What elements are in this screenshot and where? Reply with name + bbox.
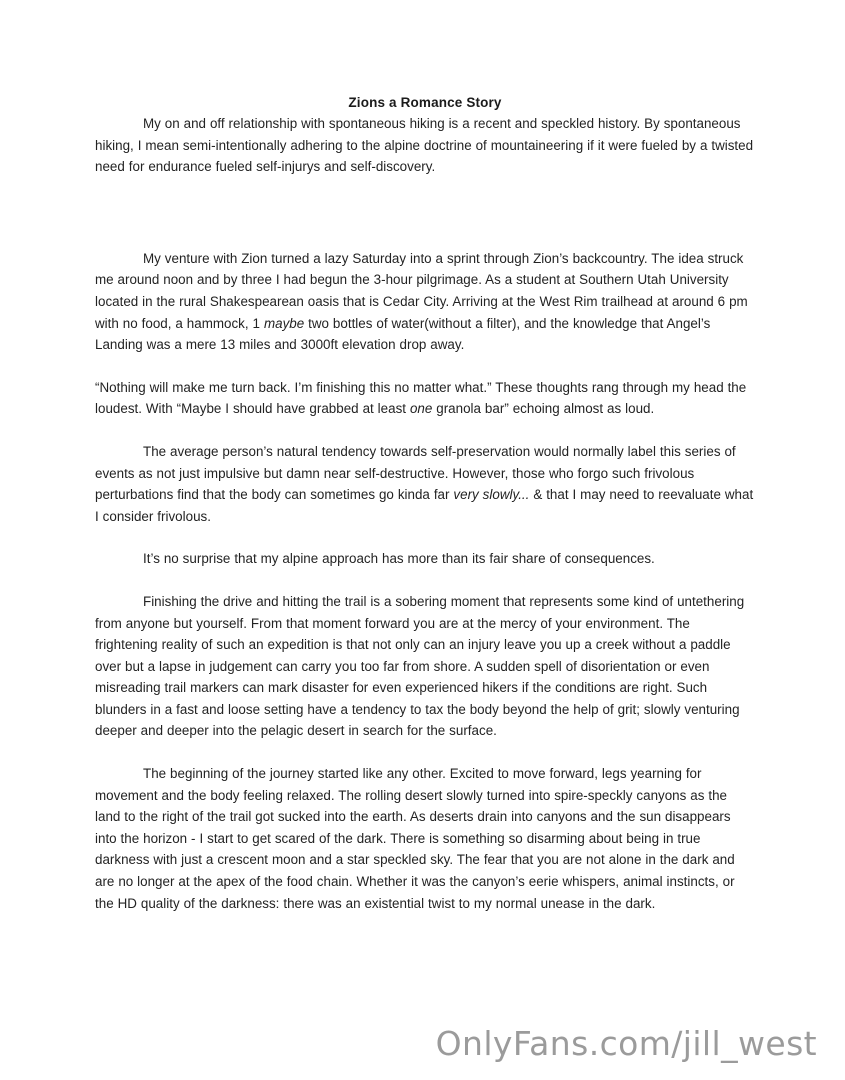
paragraph-2 [95, 248, 755, 356]
onlyfans-watermark: OnlyFans.com/jill_west [435, 1024, 817, 1063]
paragraph-4-text-before-italic: The average person’s natural tendency towards self-preservation would normally label this series of events as not just impulsive but damn near self-destructive. However, those who forgo such frivolous perturbations find that the body can sometimes go kinda far [95, 443, 736, 503]
document-body [95, 92, 755, 914]
paragraph-spacer [95, 356, 755, 377]
paragraph-spacer-large [95, 178, 755, 248]
paragraph-1 [95, 113, 755, 178]
page-title: Zions a Romance Story [348, 95, 502, 110]
paragraph-3 [95, 377, 755, 420]
paragraph-spacer [95, 742, 755, 763]
paragraph-2-text-after-italic: two bottles of water(without a filter), and the knowledge that Angel’s Landing was a mere 13 miles and 3000ft elevation drop away. [95, 315, 711, 353]
paragraph-spacer [95, 570, 755, 591]
paragraph-3-text-before-italic: “Nothing will make me turn back. I’m finishing this no matter what.” These thoughts rang through my head the loudest. With “Maybe I should have grabbed at least [95, 379, 747, 417]
paragraph-spacer [95, 420, 755, 441]
paragraph-5-text: It’s no surprise that my alpine approach has more than its fair share of consequences. [143, 551, 655, 567]
paragraph-4 [95, 441, 755, 527]
paragraph-3-text-after-italic: granola bar” echoing almost as loud. [432, 401, 655, 417]
paragraph-spacer [95, 527, 755, 548]
paragraph-7 [95, 763, 755, 914]
paragraph-7-text: The beginning of the journey started like any other. Excited to move forward, legs yearning for movement and the body feeling relaxed. The rolling desert slowly turned into spire-speckly canyons as the land to the right of the trail got sucked into the earth. As deserts drain into canyons and the sun disappears into the horizon - I start to get scared of the dark. There is something so disarming about being in true darkness with just a crescent moon and a star speckled sky. The fear that you are not alone in the dark and are no longer at the apex of the food chain. Whether it was the canyon’s eerie whispers, animal instincts, or the HD quality of the darkness: there was an existential twist to my normal unease in the dark. [95, 766, 735, 911]
paragraph-6 [95, 591, 755, 742]
paragraph-2-text-before-italic: My venture with Zion turned a lazy Saturday into a sprint through Zion’s backcountry. The idea struck me around noon and by three I had begun the 3-hour pilgrimage. As a student at Southern Utah University located in the rural Shakespearean oasis that is Cedar City. Arriving at the West Rim trailhead at around 6 pm with no food, a hammock, 1 [95, 250, 748, 331]
paragraph-5 [95, 548, 755, 570]
paragraph-6-text: Finishing the drive and hitting the trail is a sobering moment that represents some kind of untethering from anyone but yourself. From that moment forward you are at the mercy of your environment. The frightening reality of such an expedition is that not only can an injury leave you up a creek without a paddle over but a lapse in judgement can carry you too far from shore. A sudden spell of disorientation or even misreading trail markers can mark disaster for even experienced hikers if the conditions are right. Such blunders in a fast and loose setting have a tendency to tax the body beyond the help of grit; slowly venturing deeper and deeper into the pelagic desert in search for the surface. [95, 593, 745, 739]
paragraph-1-text: My on and off relationship with spontaneous hiking is a recent and speckled history. By spontaneous hiking, I mean semi-intentionally adhering to the alpine doctrine of mountaineering if it were fueled by a twisted need for endurance fueled self-injurys and self-discovery. [95, 116, 754, 175]
paragraph-3-italic-emphasis: one [409, 401, 433, 417]
paragraph-2-italic-emphasis: maybe [263, 315, 305, 331]
paragraph-4-text-after-italic: & that I may need to reevaluate what I consider frivolous. [95, 487, 754, 524]
paragraph-4-italic-emphasis: very slowly... [453, 487, 530, 503]
